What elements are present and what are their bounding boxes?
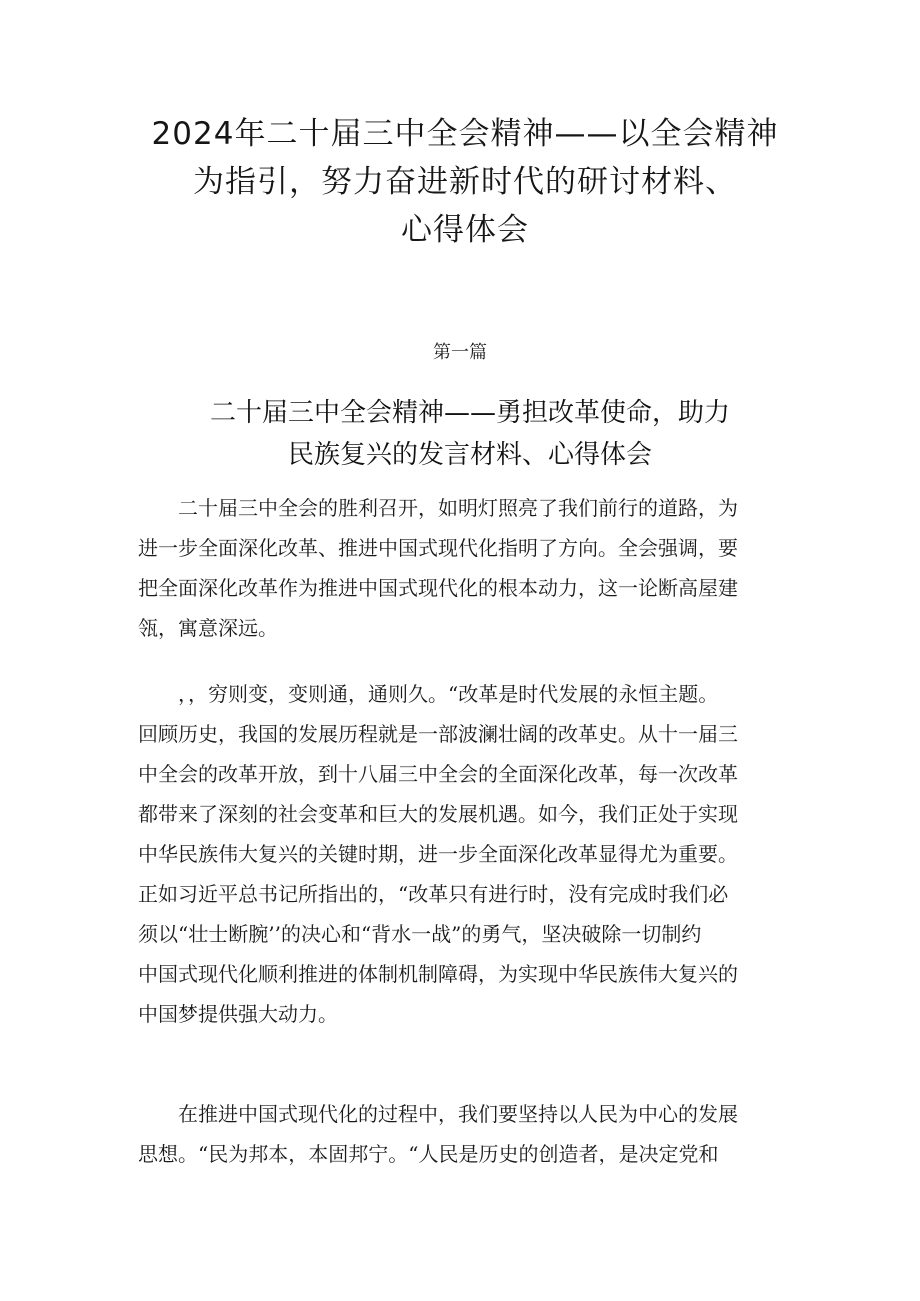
paragraph xyxy=(138,674,788,1034)
paragraph-line: 二十届三中全会的胜利召开，如明灯照亮了我们前行的道路，为 xyxy=(138,496,738,520)
document-title-line: 心得体会 xyxy=(401,212,529,248)
paragraph-line: 正如习近平总书记所指出的，“改革只有进行时，没有完成时我们必 xyxy=(138,882,729,906)
paragraph-line: 瓴，寓意深远。 xyxy=(138,616,278,640)
article-title xyxy=(140,392,800,476)
paragraph-line: 中全会的改革开放，到十八届三中全会的全面深化改革，每一次改革 xyxy=(138,762,738,786)
paragraph-line: 思想。“民为邦本，本固邦宁。“人民是历史的创造者，是决定党和 xyxy=(138,1142,719,1166)
paragraph-line: 中国梦提供强大动力。 xyxy=(138,1002,338,1026)
document-title-line: 2024年二十届三中全会精神——以全会精神 xyxy=(151,116,779,152)
paragraph-line: ，，穷则变，变则通，通则久。“改革是时代发展的永恒主题。 xyxy=(138,682,719,706)
paragraph-line: 中华民族伟大复兴的关键时期，进一步全面深化改革显得尤为重要。 xyxy=(138,842,738,866)
paragraph-line: 在推进中国式现代化的过程中，我们要坚持以人民为中心的发展 xyxy=(138,1102,738,1126)
paragraph-line: 须以“壮士断腕’’的决心和“背水一战”的勇气，坚决破除一切制约 xyxy=(138,922,702,946)
article-title-line: 二十届三中全会精神——勇担改革使命，助力 xyxy=(209,398,730,428)
paragraph-line: 回顾历史，我国的发展历程就是一部波澜壮阔的改革史。从十一届三 xyxy=(138,722,738,746)
paragraph-line: 中国式现代化顺利推进的体制机制障碍，为实现中华民族伟大复兴的 xyxy=(138,962,738,986)
paragraph-line: 进一步全面深化改革、推进中国式现代化指明了方向。全会强调，要 xyxy=(138,536,738,560)
paragraph xyxy=(138,488,788,648)
article-title-line: 民族复兴的发言材料、心得体会 xyxy=(287,440,652,470)
document-title xyxy=(130,110,800,254)
paragraph-line: 把全面深化改革作为推进中国式现代化的根本动力，这一论断高屋建 xyxy=(138,576,738,600)
section-label: 第一篇 xyxy=(433,342,487,363)
paragraph xyxy=(138,1094,788,1174)
paragraph-line: 都带来了深刻的社会变革和巨大的发展机遇。如今，我们正处于实现 xyxy=(138,802,738,826)
document-title-line: 为指引，努力奋进新时代的研讨材料、 xyxy=(193,164,737,200)
